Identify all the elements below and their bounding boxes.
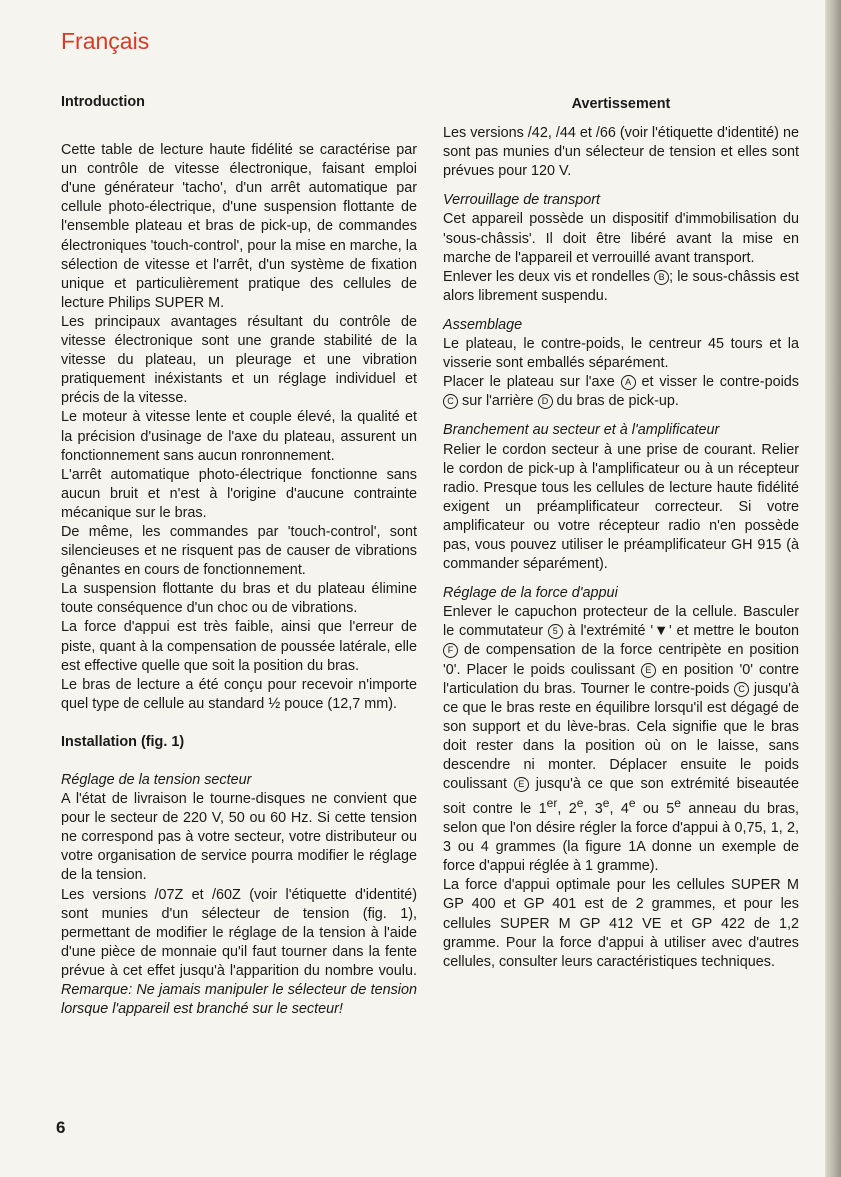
intro-paragraph: La force d'appui est très faible, ainsi que l'erreur de piste, quant à la compensation de poussée latérale, elle est effective quelle que soit la position du bras. (61, 619, 417, 674)
intro-paragraph: Le bras de lecture a été conçu pour recevoir n'importe quel type de cellule au standard ½ pouce (12,7 mm). (61, 676, 417, 712)
page-edge-shadow (825, 0, 841, 1177)
force-paragraph: La force d'appui optimale pour les cellules SUPER M GP 400 et GP 401 est de 2 grammes, et pour les cellules SUPER M GP 412 VE et GP 422 de 1,2 gramme. Pour la force d'appui à utiliser avec d'autres cellules, consulter leurs caractéristiques techniques. (443, 877, 799, 970)
intro-paragraph: Le moteur à vitesse lente et couple élevé, la qualité et la précision d'usinage de l'axe du plateau, assurent un fonctionnement sans aucun ronronnement. (61, 409, 417, 464)
intro-paragraph: De même, les commandes par 'touch-control', sont silencieuses et ne risquent pas de causer de vibrations gênantes en cours de fonctionnement. (61, 523, 417, 579)
intro-paragraph: La suspension flottante du bras et du plateau élimine toute conséquence d'un choc ou de vibrations. (61, 581, 417, 617)
marker-f-icon: F (443, 643, 458, 658)
mains-heading: Branchement au secteur et à l'amplificateur (443, 422, 720, 439)
marker-e-icon: E (514, 777, 529, 792)
marker-d-icon: D (538, 394, 553, 409)
lock-paragraph: Enlever les deux vis et rondelles B ; le sous-châssis est alors librement suspendu. (443, 268, 800, 304)
warning-heading: Avertissement (571, 96, 671, 112)
intro-paragraph: Cette table de lecture haute fidélité se caractérise par un contrôle de vitesse électronique, faisant emploi d'une générateur 'tacho', d'un arrêt automatique par cellule photo-électrique, d'une suspension flottante de l'ensemble plateau et bras de pick-up, de commandes électroniques 'touch-control', pour la mise en marche, la sélection de vitesse et l'arrêt, d'un système de fixation unique et particulièrement pratique des cellules de lecture Philips SUPER M. (61, 142, 417, 311)
marker-a-icon: A (621, 375, 636, 390)
intro-paragraph: L'arrêt automatique photo-électrique fonctionne sans aucun bruit et n'est à l'origine d'aucune contrainte mécanique sur le bras. (61, 466, 417, 521)
force-heading: Réglage de la force d'appui (443, 585, 618, 602)
tension-paragraph: A l'état de livraison le tourne-disques ne convient que pour le secteur de 220 V, 50 ou 60 Hz. Si cette tension ne correspond pas à votre secteur, votre distributeur ou votre organisation de service pourra modifier le réglage de la tension. (61, 791, 417, 884)
language-title: Français (61, 28, 150, 54)
tension-paragraph: Les versions /07Z et /60Z (voir l'étiquette d'identité) sont munies d'un sélecteur de tension (fig. 1), permettant de modifier le réglage de la tension à l'aide d'une pièce de monnaie qu'il faut tourner dans la fente prévue à cet effet jusqu'à l'apparition du nombre voulu. Remarque: Ne jamais manipuler le sélecteur de tension lorsque l'appareil est branché sur le secteur! (61, 886, 417, 1018)
introduction-heading: Introduction (61, 94, 145, 110)
left-column (61, 93, 417, 1019)
triangle-symbol-icon: ▼ (653, 623, 669, 640)
lock-heading: Verrouillage de transport (443, 192, 601, 209)
marker-b-icon: B (654, 270, 669, 285)
intro-paragraph: Les principaux avantages résultant du contrôle de vitesse électronique sont une grande stabilité de la vitesse du plateau, un pleurage et une vibration pratiquement inéxistants et un réglage individuel et précis de la vitesse. (61, 313, 417, 407)
right-column (443, 38, 799, 972)
force-paragraph: Enlever le capuchon protecteur de la cellule. Basculer le commutateur 5 à l'extrémité '▼' et mettre le bouton F de compensation de la force centripète en position '0'. Placer le poids coulissant E en position '0' contre l'articulation du bras. Tourner le contre-poids C jusqu'à ce que le bras reste en équilibre lorsqu'il est dégagé de son support et du lève-bras. Cela signifie que le bras doit rester dans la position où on le laisse, sans descendre ni monter. Déplacer ensuite le poids coulissant E jusqu'à ce que son extrémité biseautée soit contre le 1er, 2e, 3e, 4e ou 5e anneau du bras, selon que l'on désire régler la force d'appui à 0,75, 1, 2, 3 ou 4 grammes (la figure 1A donne un exemple de force d'appui réglée à 1 gramme). (443, 604, 800, 875)
assembly-heading: Assemblage (443, 316, 523, 333)
assembly-paragraph: Placer le plateau sur l'axe A et visser le contre-poids C sur l'arrière D du bras de pick-up. (443, 374, 799, 410)
marker-e-icon: E (641, 663, 656, 678)
lock-paragraph: Cet appareil possède un dispositif d'immobilisation du 'sous-châssis'. Il doit être libéré avant la mise en marche de l'appareil et verrouillé avant transport. (443, 211, 799, 266)
marker-5-icon: 5 (548, 624, 563, 639)
remark-note: Remarque: Ne jamais manipuler le sélecteur de tension lorsque l'appareil est branché sur le secteur! (61, 982, 417, 1018)
warning-paragraph: Les versions /42, /44 et /66 (voir l'étiquette d'identité) ne sont pas munies d'un sélecteur de tension et elles sont prévues pour 120 V. (443, 125, 799, 180)
marker-c-icon: C (734, 682, 749, 697)
installation-heading: Installation (fig. 1) (61, 733, 185, 750)
assembly-paragraph: Le plateau, le contre-poids, le centreur 45 tours et la visserie sont emballés séparément. (443, 336, 799, 372)
mains-paragraph: Relier le cordon secteur à une prise de courant. Relier le cordon de pick-up à l'amplificateur ou à un récepteur radio. Presque tous les cellules de lecture haute fidélité exigent un préamplificateur correcteur. Si votre amplificateur ou votre récepteur radio n'en possède pas, vous pouvez utiliser le préamplificateur GH 915 (à commander séparément). (443, 441, 799, 573)
tension-subheading: Réglage de la tension secteur (61, 772, 252, 788)
page-number: 6 (56, 1118, 66, 1137)
marker-c-icon: C (443, 394, 458, 409)
